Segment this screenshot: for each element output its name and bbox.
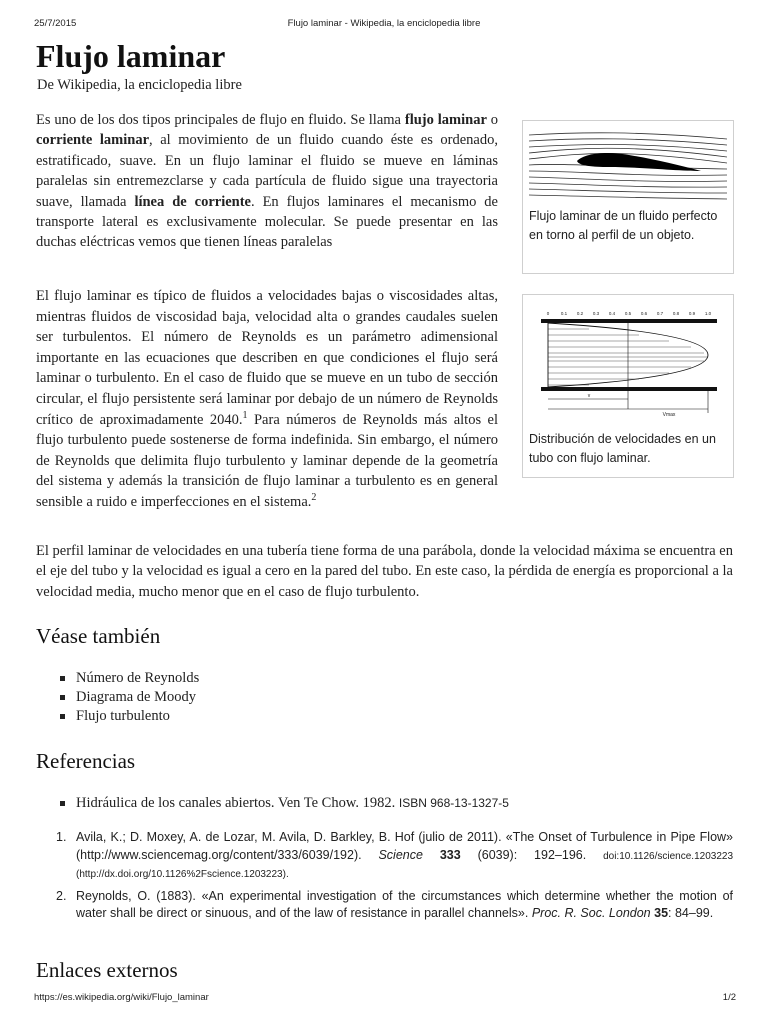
figure-airfoil [522,120,734,274]
footnote-ref-2[interactable]: 2 [311,492,317,504]
velocity-profile-image[interactable] [529,299,727,425]
see-also-list [60,669,199,726]
tick-1.0: 1.0 [704,311,712,316]
reference-item: 2. Reynolds, O. (1883). «An experimental investigation of the circumstances which determine whether the motion of water shall be direct or sinuous, and of the law of resistance in parallel channels». Proc. R. Soc. London 35: 84–99. [56,888,733,920]
airfoil-streamlines-image[interactable] [529,125,727,203]
tick-0.2: 0.2 [576,311,584,316]
print-header [0,18,768,32]
references-heading: Referencias [36,749,136,773]
reference-item: 1. Avila, K.; D. Moxey, A. de Lozar, M. Avila, D. Barkley, B. Hof (julio de 2011). «The Onset of Turbulence in Pipe Flow» (http://www.sciencemag.org/content/333/6039/192). Science 333 (6039): 192–196. doi:10.1126/science.1203223 (http://dx.doi.org/10.1126%2Fscience.1203223). [56,830,733,880]
sources-list [60,794,509,813]
see-also-link-turbulento[interactable]: Flujo turbulento [60,707,199,726]
print-url: https://es.wikipedia.org/wiki/Flujo_laminar [34,992,209,1003]
print-title: Flujo laminar - Wikipedia, la enciclopedia libre [287,18,481,29]
figure-velocity-profile [522,294,734,478]
tick-0.1: 0.1 [560,311,568,316]
footnote-ref-1[interactable]: 1 [242,409,248,421]
page-subtitle: De Wikipedia, la enciclopedia libre [37,77,242,93]
isbn-link[interactable]: ISBN 968-13-1327-5 [398,796,509,810]
term-flujo-laminar: flujo laminar [404,112,487,128]
term-linea-de-corriente: línea de corriente [134,193,251,210]
references-list [56,829,733,927]
tick-0.3: 0.3 [592,311,600,316]
see-also-link-moody[interactable]: Diagrama de Moody [60,688,199,707]
figure-airfoil-caption: Flujo laminar de un fluido perfecto en torno al perfil de un objeto. [529,209,718,242]
see-also-link-reynolds[interactable]: Número de Reynolds [60,669,199,688]
external-links-heading: Enlaces externos [36,958,178,982]
print-footer [0,992,768,1006]
tick-0.6: 0.6 [640,311,648,316]
vmax-label: Vmax [662,412,676,418]
profile-paragraph: El perfil laminar de velocidades en una tubería tiene forma de una parábola, donde la velocidad máxima se encuentra en el eje del tubo y la velocidad es igual a cero en la pared del tubo. En este caso, la pérdida de energía es proporcional a la velocidad media, mucho menor que en el caso de flujo turbulento. [36,543,733,600]
see-also-heading: Véase también [36,624,161,648]
print-page-number: 1/2 [722,992,736,1003]
intro-paragraph: Es uno de los dos tipos principales de flujo en fluido. Se llama flujo laminar o corriente laminar, al movimiento de un fluido cuando éste es ordenado, estratificado, suave. En un flujo laminar el fluido se mueve en láminas paralelas sin entremezclarse y cada partícula de fluido sigue una trayectoria suave, llamada línea de corriente. En flujos laminares el mecanismo de transporte lateral es exclusivamente molecular. Se puede presentar en las duchas eléctricas vemos que tienen líneas paralelas [36,112,499,251]
source-item: Hidráulica de los canales abiertos. Ven Te Chow. 1982. ISBN 968-13-1327-5 [60,794,509,813]
tick-0.7: 0.7 [656,311,664,316]
figure-velocity-caption: Distribución de velocidades en un tubo con flujo laminar. [529,432,716,465]
page-title: Flujo laminar [36,38,226,74]
reference-1-link[interactable]: Avila, K.; D. Moxey, A. de Lozar, M. Avila, D. Barkley, B. Hof (julio de 2011). «The Onset of Turbulence in Pipe Flow» (http://www.sciencemag.org/content/333/6039/192). [76,830,733,862]
tick-0.8: 0.8 [672,311,680,316]
tick-0.4: 0.4 [608,311,616,316]
tick-0.5: 0.5 [624,311,632,316]
tick-0.9: 0.9 [688,311,696,316]
print-date: 25/7/2015 [34,18,77,29]
v-label: v [587,393,591,399]
reynolds-paragraph: El flujo laminar es típico de fluidos a velocidades bajas o viscosidades altas, mientras fluidos de viscosidad baja, velocidad alta o grandes caudales suelen ser turbulentos. El número de Reynolds es un parámetro adimensional importante en las ecuaciones que describen en que condiciones el flujo será laminar o turbulento. En el caso de fluido que se mueve en un tubo de sección circular, el flujo persistente será laminar por debajo de un número de Reynolds crítico de aproximadamente 2040.$^1$ Para números de Reynolds más altos el flujo turbulento puede sostenerse de forma indefinida. Sin embargo, el número de Reynolds que delimita flujo turbulento y laminar depende de la geometría del sistema y además la transición de flujo laminar a turbulento es en general sensible a ruido e imperfecciones en el sistema.$^2$ [36,288,499,510]
term-corriente-laminar: corriente laminar [36,132,150,149]
tick-0: 0 [546,311,550,316]
doi-link[interactable]: doi:10.1126/science.1203223 (http://dx.doi.org/10.1126%2Fscience.1203223). [76,850,733,880]
